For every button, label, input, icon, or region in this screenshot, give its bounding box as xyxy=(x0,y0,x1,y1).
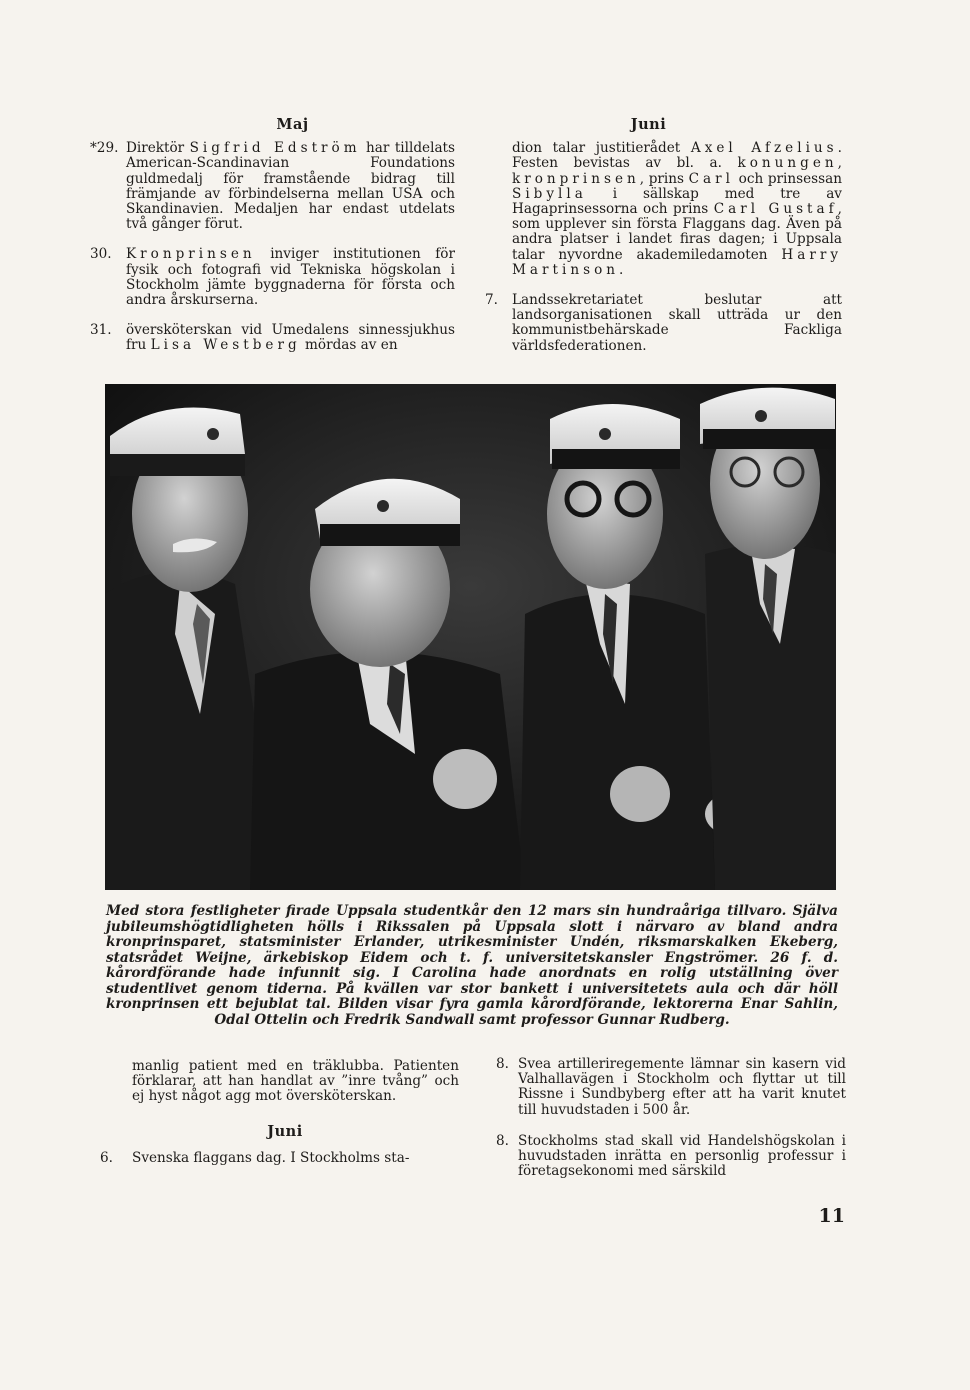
entry-number: 8. xyxy=(496,1056,509,1072)
entry-number: 6. xyxy=(100,1149,113,1166)
entry-30: 30. Kronprinsen inviger institutionen för fysik och fotografi vid Tekniska högskolan i Stockholm jämte byggnaderna för första och andra årskurserna. xyxy=(90,246,455,309)
photo-illustration xyxy=(105,384,836,890)
month-heading-juni: Juni xyxy=(630,116,667,133)
photo-caption: Med stora festligheter firade Uppsala studentkår den 12 mars sin hundraåriga tillvaro. Själva jubileumshögtidligheten hölls i Rikssalen på Uppsala slott i närvaro av bland andra kronprinsparet, statsminister Erlander, utrikesminister Undén, riksmarskalken Ekeberg, statsrådet Weijne, ärkebiskop Eidem och t. f. universitetskansler Engströmer. 26 f. d. kårordförande hade infunnit sig. I Carolina hade anordnats en rolig utställning över studentlivet genom tiderna. På kvällen var stor bankett i universitetets aula och där höll kronprinsen ett bejublat tal. Bilden visar fyra gamla kårordförande, lektorerna Enar Sahlin, Odal Ottelin och Fredrik Sandwall samt professor Gunnar Rudberg. xyxy=(106,903,838,1028)
entry-29: *29. Direktör Sigfrid Edström har tilldelats American-Scandinavian Foundations guldmedalj för framstående bidrag till främjande av förbindelserna mellan USA och Skandinavien. Medaljen har endast utdelats två gånger förut. xyxy=(90,140,455,233)
entry-31: 31. översköterskan vid Umedalens sinnessjukhus fru Lisa Westberg mördas av en xyxy=(90,322,455,354)
entry-number: *29. xyxy=(90,140,119,157)
entry-6: 6. Svenska flaggans dag. I Stockholms sta- xyxy=(100,1149,410,1166)
person-name: Kronprinsen xyxy=(126,246,256,263)
entry-number: 8. xyxy=(496,1132,509,1149)
entry-number: 31. xyxy=(90,322,112,339)
column-top-left xyxy=(90,117,455,354)
entry-8b: 8. Stockholms stad skall vid Handelshögskolan i huvudstaden inrätta en personlig professur i företagsekonomi med särskild xyxy=(496,1132,846,1180)
person-name: Lisa Westberg xyxy=(150,337,301,354)
page-number: 11 xyxy=(818,1205,845,1227)
column-top-right xyxy=(485,117,842,354)
column-bottom-right xyxy=(496,1057,846,1179)
print-smudge xyxy=(360,8,420,22)
entry-7: 7. Landssekretariatet beslutar att landsorganisationen skall utträda ur den kommunistbehärskade Fackliga världsfederationen. xyxy=(485,292,842,354)
month-heading-juni: Juni xyxy=(267,1122,303,1140)
photo-four-former-chairmen xyxy=(105,384,836,890)
entry-number: 7. xyxy=(485,292,498,309)
person-name: Sigfrid Edström xyxy=(189,140,361,157)
entry-8a: 8. Svea artilleriregemente lämnar sin kasern vid Valhallavägen i Stockholm och flyttar ut till Rissne i Sundbyberg efter att ha varit knutet till huvudstaden i 500 år. xyxy=(496,1056,846,1118)
entry-number: 30. xyxy=(90,246,112,263)
continuation-text: dion talar justitierådet Axel Afzelius. Festen bevistas av bl. a. konungen, kronprinsen, prins Carl och prinsessan Sibylla i sällskap med tre av Hagaprinsessorna och prins Carl Gustaf, som upplever sin första Flaggans dag. Även på andra platser i landet firas dagen; i Uppsala talar nyvordne akademiledamoten Harry Martinson. xyxy=(512,140,842,278)
month-heading-maj: Maj xyxy=(276,116,309,133)
column-bottom-left xyxy=(100,1059,470,1166)
continuation-text: manlig patient med en träklubba. Patienten förklarar, att han handlat av ”inre tvång” och ej hyst något agg mot översköterskan. xyxy=(132,1058,459,1105)
person-4 xyxy=(700,388,836,890)
